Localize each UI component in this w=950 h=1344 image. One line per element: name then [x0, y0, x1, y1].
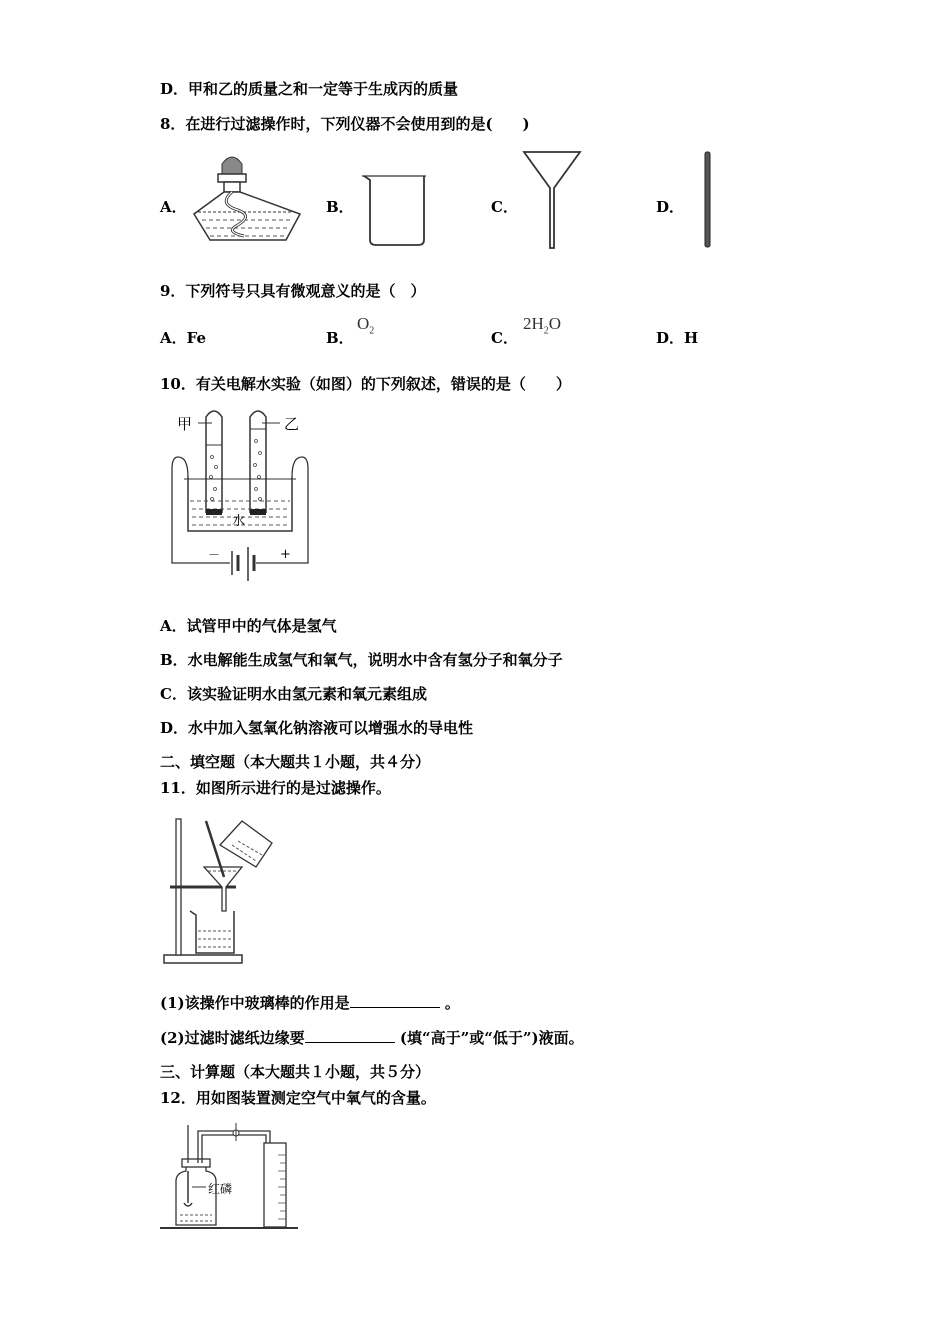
q11-sub1: (1)该操作中玻璃棒的作用是 。: [160, 994, 460, 1012]
battery-minus-label: －: [208, 548, 221, 562]
q10-option-a: A．试管甲中的气体是氢气: [160, 617, 337, 635]
oxygen-content-figure: [160, 1115, 300, 1235]
q10-stem: 10．有关电解水实验（如图）的下列叙述，错误的是（ ）: [160, 375, 571, 393]
q9-option-b-formula: $O_2$: [357, 314, 375, 337]
q11-blank-2[interactable]: [305, 1028, 395, 1043]
q8-option-d: D．: [656, 198, 685, 216]
electrolysis-label-jia: 甲: [177, 415, 193, 433]
battery-plus-label: +: [280, 547, 291, 562]
section2-title: 二、填空题（本大题共１小题，共４分）: [160, 753, 431, 771]
alcohol-lamp-figure: [188, 152, 308, 244]
q10-option-b: B．水电解能生成氢气和氧气，说明水中含有氢分子和氧分子: [160, 651, 563, 669]
q9-option-a: A．Fe: [160, 329, 207, 347]
glass-rod-figure: [703, 150, 713, 250]
q12-stem: 12．用如图装置测定空气中氧气的含量。: [160, 1089, 436, 1107]
beaker-figure: [362, 172, 430, 248]
q10-option-c: C．该实验证明水由氢元素和氧元素组成: [160, 685, 427, 703]
q11-stem: 11．如图所示进行的是过滤操作。: [160, 779, 391, 797]
q11-sub2: (2)过滤时滤纸边缘要 (填“高于”或“低于”)液面。: [160, 1029, 584, 1047]
section3-title: 三、计算题（本大题共１小题，共５分）: [160, 1063, 431, 1081]
q11-blank-1[interactable]: [350, 993, 440, 1008]
q9-stem: 9．下列符号只具有微观意义的是（ ）: [160, 282, 426, 300]
q7-option-d: D．甲和乙的质量之和一定等于生成丙的质量: [160, 80, 459, 98]
funnel-figure: [522, 150, 582, 250]
q8-option-c: C．: [491, 198, 518, 216]
q10-option-d: D．水中加入氢氧化钠溶液可以增强水的导电性: [160, 719, 474, 737]
q9-option-c-formula: $2H_2O$: [523, 314, 562, 337]
q8-stem: 8．在进行过滤操作时，下列仪器不会使用到的是( ): [160, 115, 530, 133]
q9-option-b-label: B．: [326, 329, 354, 347]
electrolysis-label-water: 水: [232, 514, 246, 529]
red-phosphorus-label: 红磷: [208, 1182, 233, 1196]
q8-option-a: A．: [160, 198, 187, 216]
filtration-figure: [160, 815, 280, 970]
q9-option-c-label: C．: [491, 329, 518, 347]
q9-option-d: D．H: [656, 329, 699, 347]
q8-option-b: B．: [326, 198, 354, 216]
electrolysis-label-yi: 乙: [284, 415, 300, 433]
